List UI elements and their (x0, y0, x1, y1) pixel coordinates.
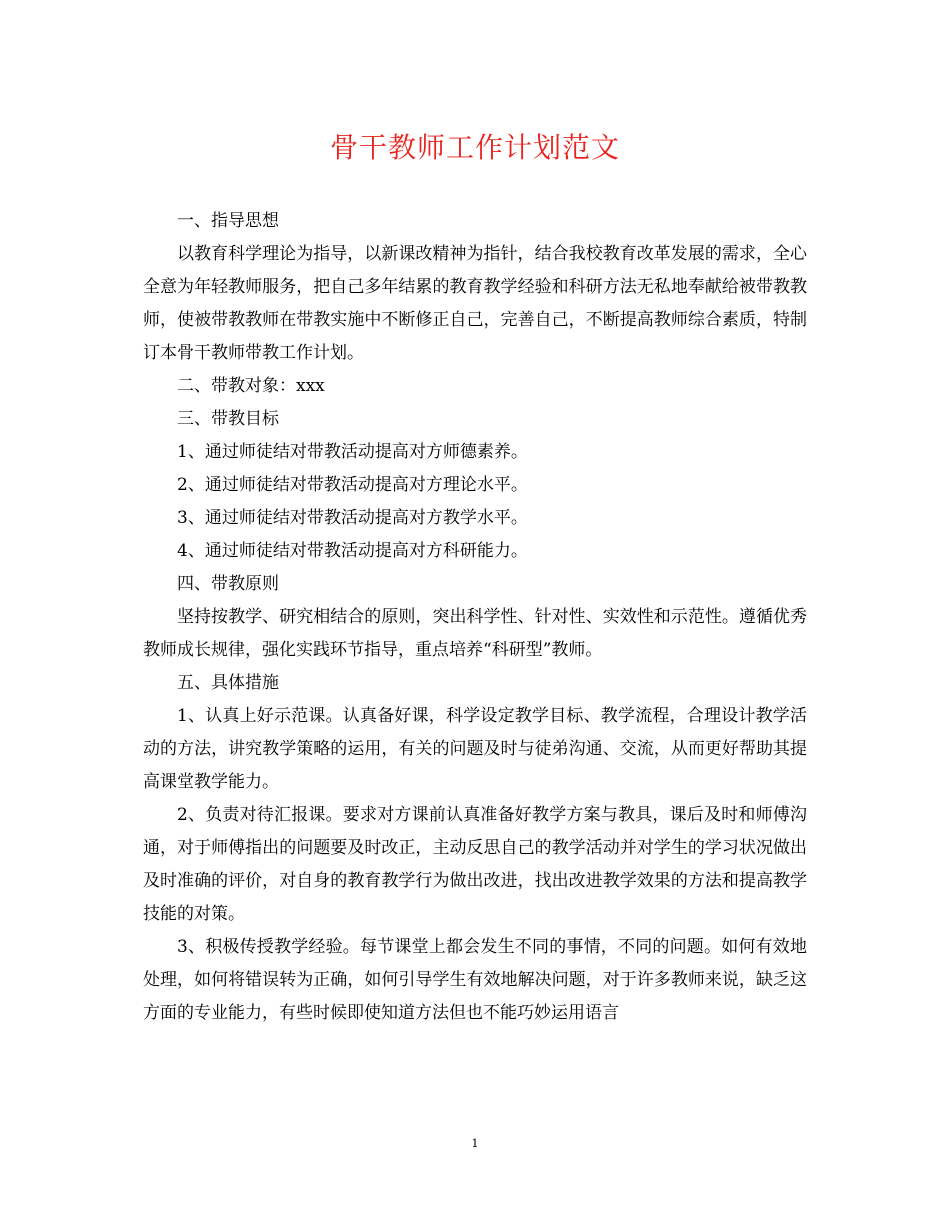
goal-item-1: 1、通过师徒结对带教活动提高对方师德素养。 (177, 442, 528, 462)
section-heading-guiding-thought: 一、指导思想 (177, 211, 279, 231)
goal-item-4: 4、通过师徒结对带教活动提高对方科研能力。 (177, 541, 528, 561)
goal-item-3: 3、通过师徒结对带教活动提高对方教学水平。 (177, 508, 528, 528)
document-title: 骨干教师工作计划范文 (329, 131, 620, 164)
section-heading-mentee: 二、带教对象：xxx (177, 376, 325, 396)
section-heading-measures: 五、具体措施 (177, 673, 279, 693)
paragraph-guiding-thought: 以教育科学理论为指导，以新课改精神为指针，结合我校教育改革发展的需求，全心全意为年轻教师服务，把自己多年结累的教育教学经验和科研方法无私地奉献给被带教教师，使被带教教师在带教实施中不断修正自己，完善自己，不断提高教师综合素质，特制订本骨干教师带教工作计划。 (143, 244, 807, 363)
paragraph-measure-3: 3、积极传授教学经验。每节课堂上都会发生不同的事情，不同的问题。如何有效地处理，如何将错误转为正确，如何引导学生有效地解决问题，对于许多教师来说，缺乏这方面的专业能力，有些时候即使知道方法但也不能巧妙运用语言 (143, 937, 807, 1023)
goal-item-2: 2、通过师徒结对带教活动提高对方理论水平。 (177, 475, 528, 495)
paragraph-principles: 坚持按教学、研究相结合的原则，突出科学性、针对性、实效性和示范性。遵循优秀教师成长规律，强化实践环节指导，重点培养“科研型”教师。 (143, 607, 807, 660)
paragraph-measure-1: 1、认真上好示范课。认真备好课，科学设定教学目标、教学流程，合理设计教学活动的方法，讲究教学策略的运用，有关的问题及时与徒弟沟通、交流，从而更好帮助其提高课堂教学能力。 (143, 706, 807, 792)
section-heading-principles: 四、带教原则 (177, 574, 279, 594)
page-number: 1 (471, 1137, 479, 1150)
document-body (143, 205, 807, 1030)
section-heading-goals: 三、带教目标 (177, 409, 279, 429)
paragraph-measure-2: 2、负责对待汇报课。要求对方课前认真准备好教学方案与教具，课后及时和师傅沟通，对于师傅指出的问题要及时改正，主动反思自己的教学活动并对学生的学习状况做出及时准确的评价，对自身的教育教学行为做出改进，找出改进教学效果的方法和提高教学技能的对策。 (143, 805, 807, 924)
